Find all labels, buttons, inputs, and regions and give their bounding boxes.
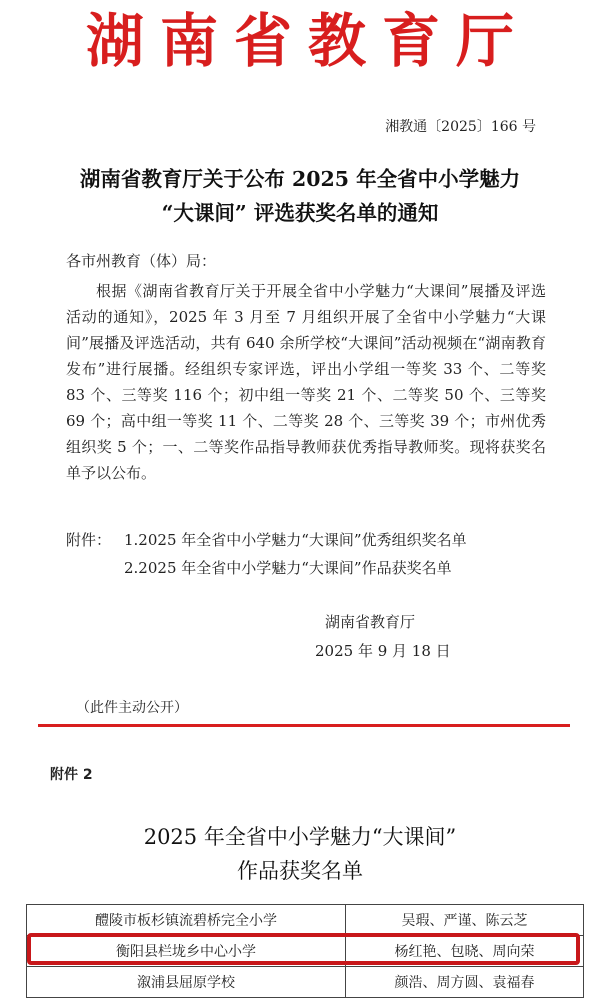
addressee: 各市州教育（体）局： <box>66 252 217 270</box>
highlight-box <box>27 933 580 965</box>
school-cell: 衡阳县栏垅乡中心小学 <box>27 936 346 967</box>
masthead-title: 湖南省教育厅 <box>85 7 530 75</box>
attachment-item <box>66 554 467 582</box>
attachments-label: 附件： <box>66 531 112 549</box>
school-cell: 溆浦县屈原学校 <box>27 967 346 998</box>
document-title-line-2: “大课间” 评选获奖名单的通知 <box>161 201 439 225</box>
annex-label: 附件 2 <box>50 767 93 783</box>
document-title <box>0 162 600 230</box>
annex-title-line-2: 作品获奖名单 <box>237 859 363 883</box>
teachers-cell: 颜浩、周方圆、袁福春 <box>346 967 584 998</box>
teachers-cell: 杨红艳、包晓、周向荣 <box>346 936 584 967</box>
table-row <box>27 967 584 998</box>
masthead <box>0 0 600 82</box>
attachments-list <box>66 526 467 582</box>
school-cell: 醴陵市板杉镇流碧桥完全小学 <box>27 905 346 936</box>
issuer: 湖南省教育厅 <box>325 613 416 631</box>
body-paragraph: 根据《湖南省教育厅关于开展全省中小学魅力“大课间”展播及评选活动的通知》，2025 年 3 月至 7 月组织开展了全省中小学魅力“大课间”展播及评选活动，共有 640 余所学校“大课间”活动视频在“湖南教育发布”进行展播。经组织专家评选，评出小学组一等奖 33 个、二等奖 83 个、三等奖 116 个；初中组一等奖 21 个、二等奖 50 个、三等奖 69 个；高中组一等奖 11 个、二等奖 28 个、三等奖 39 个；市州优秀组织奖 5 个；一、二等奖作品指导教师获优秀指导教师奖。现将获奖名单予以公布。 <box>66 282 546 482</box>
issue-date: 2025 年 9 月 18 日 <box>315 642 451 660</box>
attachment-2-text: 2.2025 年全省中小学魅力“大课间”作品获奖名单 <box>124 559 452 577</box>
public-note: （此件主动公开） <box>76 700 188 716</box>
table-row <box>27 905 584 936</box>
annex-title <box>0 820 600 888</box>
attachment-item <box>66 526 467 554</box>
teachers-cell: 吴瑕、严谨、陈云芝 <box>346 905 584 936</box>
document-title-line-1: 湖南省教育厅关于公布 2025 年全省中小学魅力 <box>79 167 521 191</box>
red-divider <box>38 724 570 727</box>
annex-title-line-1: 2025 年全省中小学魅力“大课间” <box>143 825 457 849</box>
document-number: 湘教通〔2025〕166 号 <box>385 119 536 135</box>
attachment-1-text: 1.2025 年全省中小学魅力“大课间”优秀组织奖名单 <box>124 531 467 549</box>
